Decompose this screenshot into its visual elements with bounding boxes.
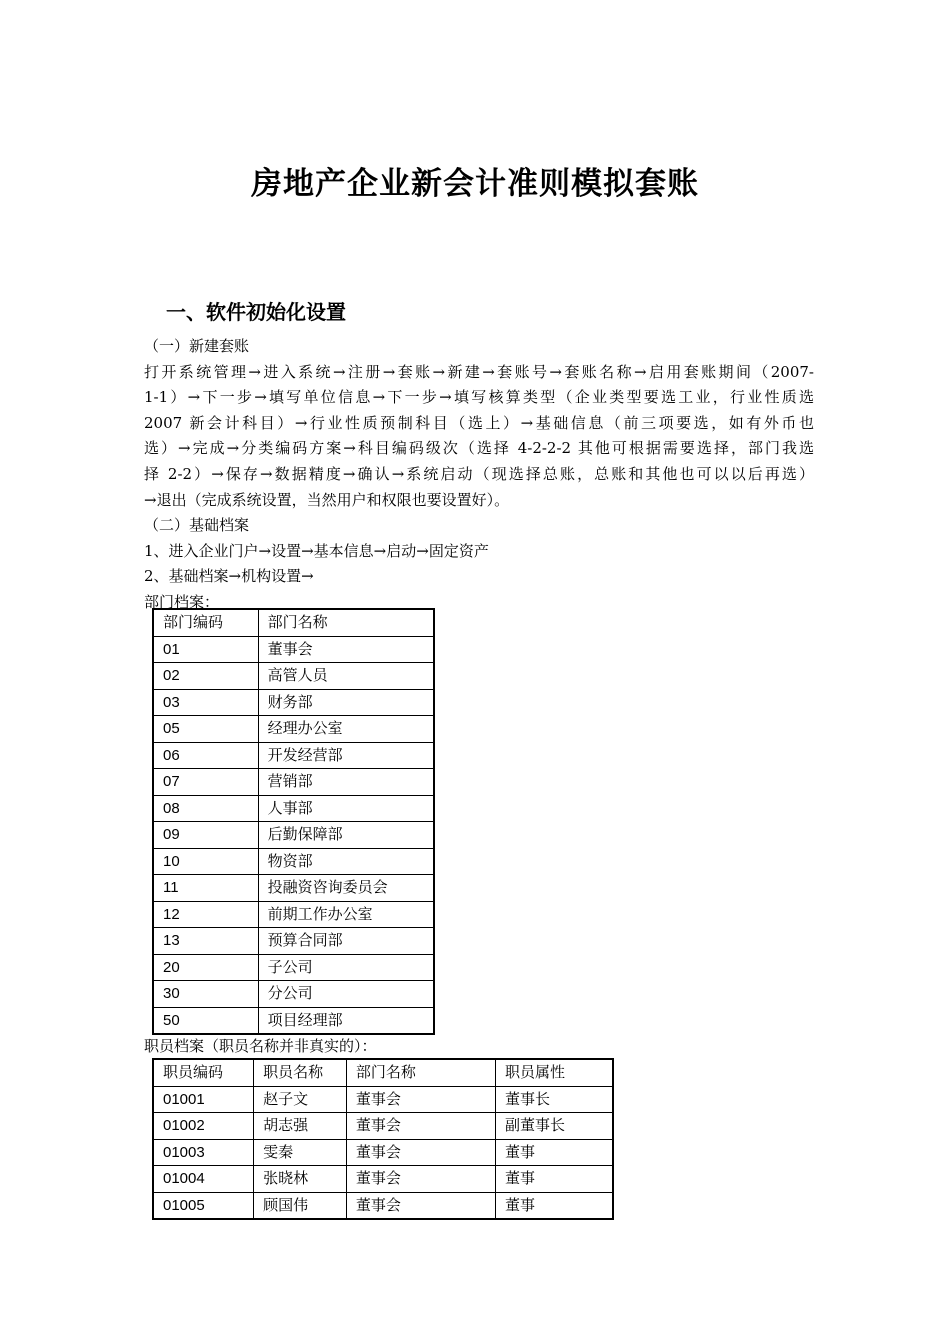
header-cell: 部门名称 [346,1059,495,1086]
dept-name-cell: 分公司 [258,981,434,1008]
header-cell: 职员名称 [254,1059,347,1086]
table-row [153,1113,613,1140]
emp-name-cell: 张晓林 [254,1166,347,1193]
table-row [153,689,434,716]
paragraph-line: →退出（完成系统设置，当然用户和权限也要设置好）。 [144,490,510,509]
dept-code-cell: 01 [153,636,258,663]
table-row [153,716,434,743]
emp-code-cell: 01002 [153,1113,254,1140]
paragraph-line: 打开系统管理→进入系统→注册→套账→新建→套账号→套账名称→启用套账期间（2007- [144,362,814,381]
dept-code-cell: 05 [153,716,258,743]
table-row [153,1086,613,1113]
emp-name-cell: 赵子文 [254,1086,347,1113]
dept-code-cell: 20 [153,954,258,981]
table-row [153,795,434,822]
dept-table-label: 部门档案： [144,592,220,611]
emp-role-cell: 副董事长 [496,1113,614,1140]
dept-name-cell: 董事会 [258,636,434,663]
paragraph-line: 择 2-2）→保存→数据精度→确认→系统启动（现选择总账，总账和其他也可以以后再选） [144,464,814,483]
dept-name-cell: 财务部 [258,689,434,716]
dept-name-cell: 投融资咨询委员会 [258,875,434,902]
dept-code-cell: 30 [153,981,258,1008]
table-row [153,1007,434,1034]
table-header-row [153,609,434,636]
section-body [144,334,814,616]
dept-name-cell: 后勤保障部 [258,822,434,849]
table-row [153,1139,613,1166]
emp-dept-cell: 董事会 [346,1192,495,1219]
table-row [153,822,434,849]
emp-role-cell: 董事 [496,1139,614,1166]
dept-code-cell: 11 [153,875,258,902]
paragraph-line: 1-1）→下一步→填写单位信息→下一步→填写核算类型（企业类型要选工业，行业性质选 [144,388,814,407]
dept-code-cell: 13 [153,928,258,955]
dept-name-cell: 高管人员 [258,663,434,690]
table-row [153,663,434,690]
table-row [153,981,434,1008]
dept-name-cell: 子公司 [258,954,434,981]
table-row [153,928,434,955]
emp-dept-cell: 董事会 [346,1166,495,1193]
table-row [153,636,434,663]
dept-code-cell: 03 [153,689,258,716]
dept-code-cell: 10 [153,848,258,875]
table-header-row [153,1059,613,1086]
emp-name-cell: 顾国伟 [254,1192,347,1219]
table-row [153,769,434,796]
dept-name-cell: 前期工作办公室 [258,901,434,928]
dept-code-cell: 06 [153,742,258,769]
table-row [153,1166,613,1193]
dept-name-cell: 经理办公室 [258,716,434,743]
table-row [153,954,434,981]
emp-dept-cell: 董事会 [346,1139,495,1166]
emp-dept-cell: 董事会 [346,1086,495,1113]
dept-name-cell: 营销部 [258,769,434,796]
emp-code-cell: 01001 [153,1086,254,1113]
step-2: 2、基础档案→机构设置→ [144,567,314,586]
header-cell: 职员属性 [496,1059,614,1086]
dept-code-cell: 12 [153,901,258,928]
paragraph-line: 2007 新会计科目）→行业性质预制科目（选上）→基础信息（前三项要选，如有外币也 [144,413,814,432]
subsection-label-basic-files: （二）基础档案 [144,516,250,535]
paragraph-line: 选）→完成→分类编码方案→科目编码级次（选择 4-2-2-2 其他可根据需要选择，部门我选 [144,439,814,458]
emp-table-label: 职员档案（职员名称并非真实的）： [144,1037,377,1055]
header-cell: 部门编码 [153,609,258,636]
emp-code-cell: 01005 [153,1192,254,1219]
emp-table-label-block [144,1034,814,1060]
emp-role-cell: 董事长 [496,1086,614,1113]
dept-name-cell: 物资部 [258,848,434,875]
emp-code-cell: 01004 [153,1166,254,1193]
dept-name-cell: 开发经营部 [258,742,434,769]
emp-name-cell: 雯秦 [254,1139,347,1166]
department-table [152,608,435,1035]
table-row [153,1192,613,1219]
dept-name-cell: 预算合同部 [258,928,434,955]
dept-code-cell: 07 [153,769,258,796]
dept-code-cell: 50 [153,1007,258,1034]
subsection-label-new-account: （一）新建套账 [144,337,250,355]
dept-name-cell: 项目经理部 [258,1007,434,1034]
emp-dept-cell: 董事会 [346,1113,495,1140]
dept-code-cell: 02 [153,663,258,690]
table-row [153,848,434,875]
emp-code-cell: 01003 [153,1139,254,1166]
header-cell: 部门名称 [258,609,434,636]
header-cell: 职员编码 [153,1059,254,1086]
dept-code-cell: 08 [153,795,258,822]
dept-code-cell: 09 [153,822,258,849]
step-1: 1、进入企业门户→设置→基本信息→启动→固定资产 [144,541,489,560]
dept-name-cell: 人事部 [258,795,434,822]
emp-role-cell: 董事 [496,1166,614,1193]
table-row [153,875,434,902]
document-title: 房地产企业新会计准则模拟套账 [251,166,699,202]
table-row [153,901,434,928]
emp-role-cell: 董事 [496,1192,614,1219]
emp-name-cell: 胡志强 [254,1113,347,1140]
table-row [153,742,434,769]
section-heading: 一、软件初始化设置 [166,300,346,324]
employee-table [152,1058,614,1220]
